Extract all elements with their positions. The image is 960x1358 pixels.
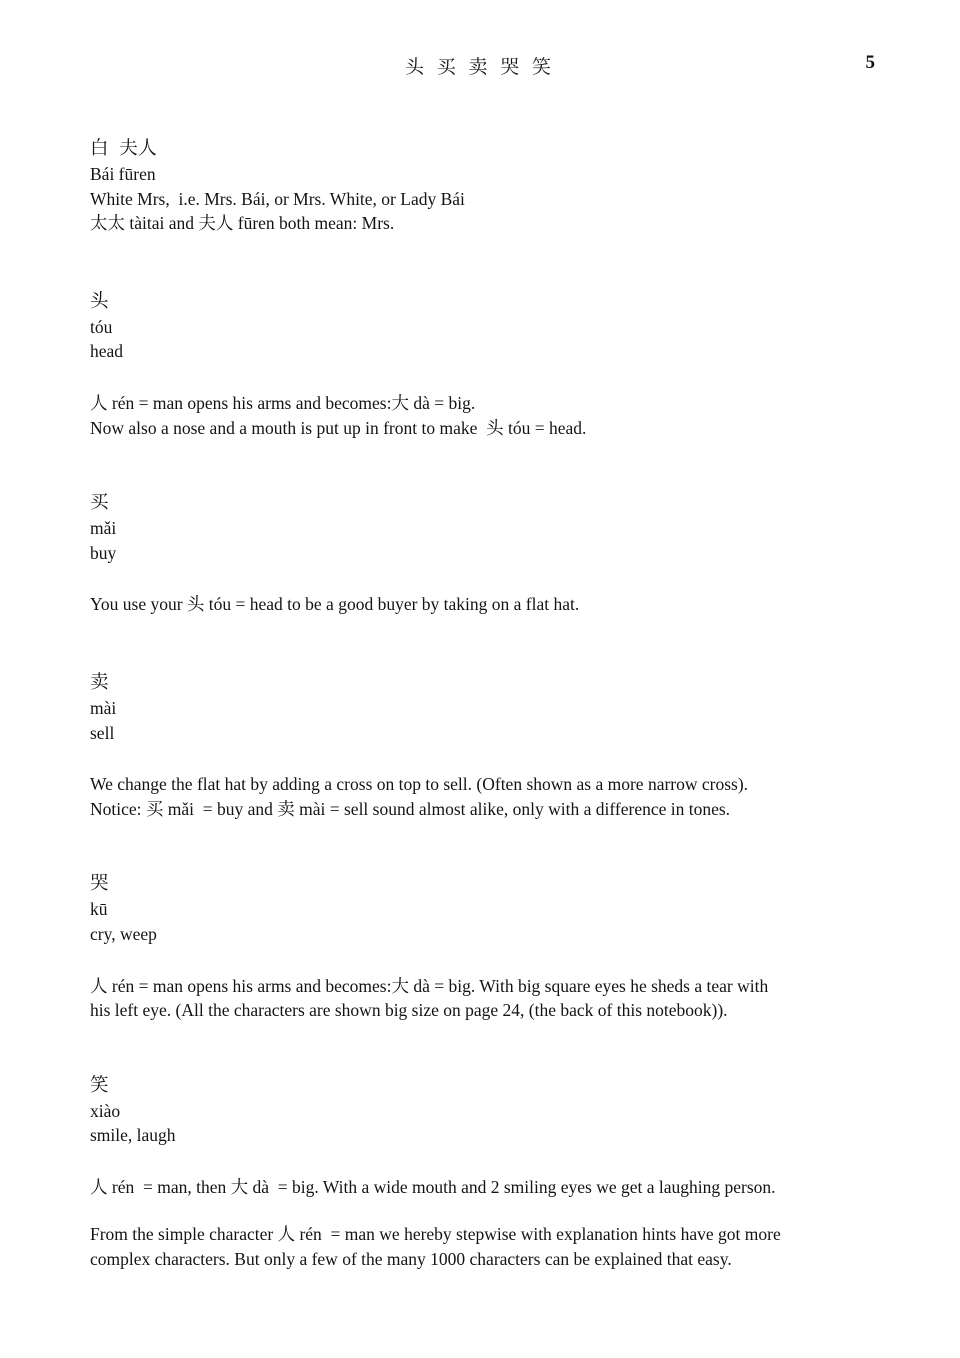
entry-meaning: sell xyxy=(90,722,115,743)
entry-explanation-line: You use your 头 tóu = head to be a good buyer by taking on a flat hat. xyxy=(90,594,580,615)
entry-character: 哭 xyxy=(90,874,110,895)
entry-meaning: buy xyxy=(90,542,117,563)
closing-paragraph-line: complex characters. But only a few of the many 1000 characters can be explained that easy. xyxy=(90,1249,732,1270)
entry-explanation-line: Now also a nose and a mouth is put up in front to make 头 tóu = head. xyxy=(90,417,587,438)
page-body xyxy=(90,136,880,1272)
header-title: 头 买 卖 哭 笑 xyxy=(404,57,555,78)
spacer xyxy=(90,1023,880,1073)
entry-xiao xyxy=(90,1073,880,1200)
spacer xyxy=(90,565,880,592)
entry-explanation-line: 人 rén = man opens his arms and becomes:大 dà = big. xyxy=(90,392,476,413)
entry-explanation-line: 人 rén = man, then 大 dà = big. With a wide mouth and 2 smiling eyes we get a laughing person. xyxy=(90,1176,776,1197)
entry-ku xyxy=(90,871,880,1022)
entry-character: 卖 xyxy=(90,672,110,693)
spacer xyxy=(90,745,880,772)
entry-pinyin: kū xyxy=(90,899,108,920)
page-header xyxy=(0,52,960,86)
spacer xyxy=(90,1199,880,1222)
entry-explanation-line: Notice: 买 mǎi = buy and 卖 mài = sell sound almost alike, only with a difference in tones. xyxy=(90,798,731,819)
entry-pinyin: xiào xyxy=(90,1100,121,1121)
entry-meaning: head xyxy=(90,341,124,362)
entry-bai-furen xyxy=(90,136,880,236)
entry-pinyin: mài xyxy=(90,697,117,718)
spacer xyxy=(90,617,880,670)
entry-explanation-line: his left eye. (All the characters are shown big size on page 24, (the back of this notebook)). xyxy=(90,1000,728,1021)
spacer xyxy=(90,947,880,974)
spacer xyxy=(90,821,880,871)
entry-tou xyxy=(90,289,880,440)
spacer xyxy=(90,1148,880,1175)
entry-explanation-line: 人 rén = man opens his arms and becomes:大 dà = big. With big square eyes he sheds a tear with xyxy=(90,975,769,996)
spacer xyxy=(90,364,880,391)
spacer xyxy=(90,440,880,490)
entry-pinyin: mǎi xyxy=(90,518,117,539)
entry-character: 白 夫人 xyxy=(90,139,158,159)
entry-meaning: cry, weep xyxy=(90,923,157,944)
closing-paragraph xyxy=(90,1222,880,1271)
entry-character: 买 xyxy=(90,493,110,514)
spacer xyxy=(90,236,880,289)
entry-pinyin: Bái fūren xyxy=(90,164,156,184)
entry-character: 笑 xyxy=(90,1075,110,1096)
entry-pinyin: tóu xyxy=(90,316,113,337)
entry-meaning: White Mrs, i.e. Mrs. Bái, or Mrs. White, or Lady Bái xyxy=(90,188,465,209)
entry-note: 太太 tàitai and 夫人 fūren both mean: Mrs. xyxy=(90,213,395,234)
entry-character: 头 xyxy=(90,291,110,312)
entry-explanation-line: We change the flat hat by adding a cross on top to sell. (Often shown as a more narrow cross). xyxy=(90,774,749,795)
entry-meaning: smile, laugh xyxy=(90,1125,176,1146)
entry-mai-buy xyxy=(90,490,880,617)
entry-mai-sell xyxy=(90,670,880,821)
page-number: 5 xyxy=(865,52,875,73)
closing-paragraph-line: From the simple character 人 rén = man we hereby stepwise with explanation hints have got more xyxy=(90,1224,781,1245)
